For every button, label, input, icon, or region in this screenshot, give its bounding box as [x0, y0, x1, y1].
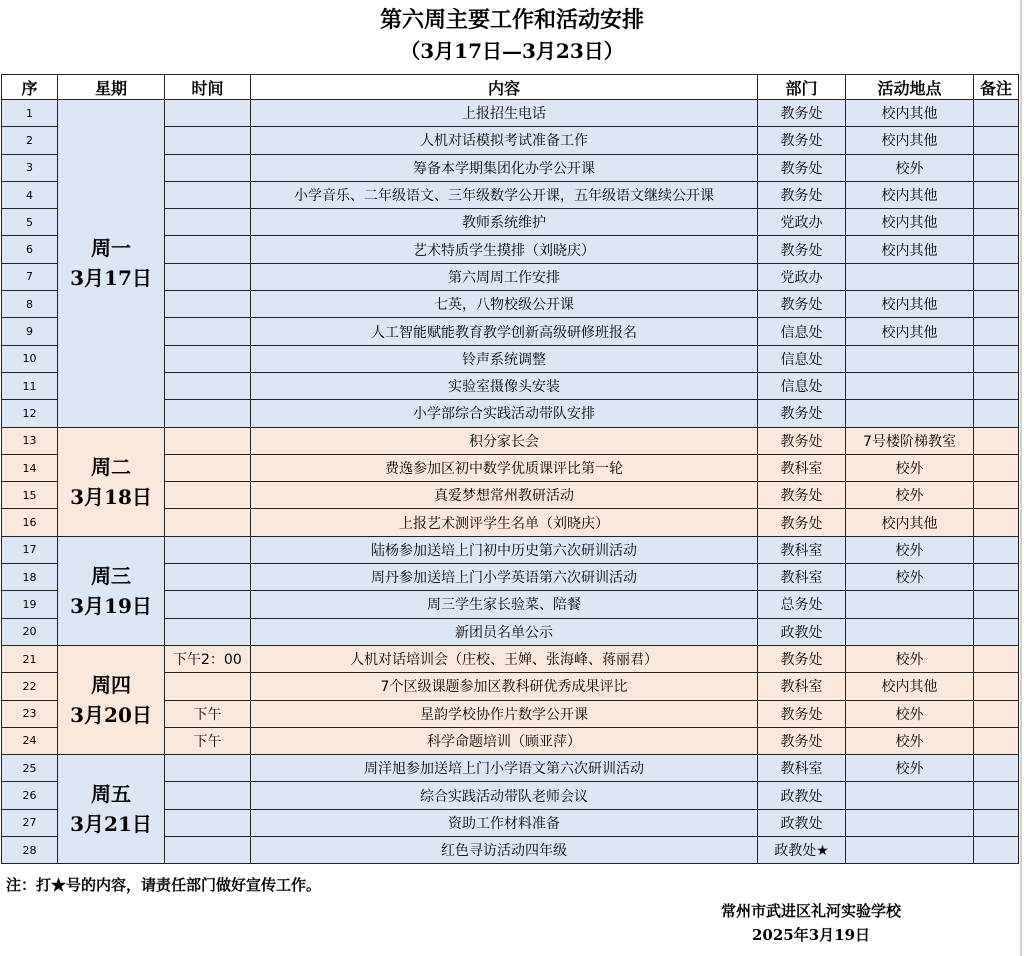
- row-content: 人机对话培训会（庄校、王婵、张海峰、蒋丽君）: [251, 645, 758, 672]
- row-location: 校外: [846, 154, 974, 181]
- row-remark: [974, 454, 1019, 481]
- row-dept: 教务处: [758, 482, 846, 509]
- table-row: [2, 100, 1019, 127]
- row-time: [165, 345, 251, 372]
- row-dept: 教科室: [758, 564, 846, 591]
- page-subtitle: （3月17日—3月23日）: [400, 39, 624, 63]
- row-time: [165, 564, 251, 591]
- row-time: [165, 427, 251, 454]
- row-dept: 教务处: [758, 700, 846, 727]
- row-content: 人工智能赋能教育教学创新高级研修班报名: [251, 318, 758, 345]
- row-content: 新团员名单公示: [251, 618, 758, 645]
- row-content: 上报招生电话: [251, 100, 758, 127]
- table-header-row: [2, 75, 1019, 100]
- row-remark: [974, 236, 1019, 263]
- weekday-label: 周三: [91, 563, 131, 588]
- weekday-label: 周五: [91, 782, 131, 807]
- row-seq: 20: [2, 618, 58, 645]
- row-location: [846, 400, 974, 427]
- table-row: [2, 755, 1019, 782]
- row-remark: [974, 809, 1019, 836]
- row-seq: 11: [2, 372, 58, 399]
- row-seq: 8: [2, 291, 58, 318]
- row-location: 校外: [846, 454, 974, 481]
- header-seq: 序: [2, 75, 58, 100]
- row-remark: [974, 127, 1019, 154]
- row-content: 铃声系统调整: [251, 345, 758, 372]
- row-seq: 24: [2, 727, 58, 754]
- row-dept: 信息处: [758, 372, 846, 399]
- row-time: [165, 618, 251, 645]
- row-time: [165, 400, 251, 427]
- row-dept: 党政办: [758, 209, 846, 236]
- row-location: 校内其他: [846, 100, 974, 127]
- row-time: [165, 837, 251, 864]
- row-seq: 16: [2, 509, 58, 536]
- row-time: [165, 100, 251, 127]
- row-location: [846, 263, 974, 290]
- row-dept: 党政办: [758, 263, 846, 290]
- row-location: 校外: [846, 645, 974, 672]
- row-dept: 教科室: [758, 536, 846, 563]
- row-content: 教师系统维护: [251, 209, 758, 236]
- row-content: 上报艺术测评学生名单（刘晓庆）: [251, 509, 758, 536]
- row-location: [846, 618, 974, 645]
- header-dept: 部门: [758, 75, 846, 100]
- row-dept: 信息处: [758, 345, 846, 372]
- footnote: 注：打★号的内容，请责任部门做好宣传工作。: [6, 876, 322, 894]
- row-dept: 政教处★: [758, 837, 846, 864]
- row-time: [165, 809, 251, 836]
- row-remark: [974, 618, 1019, 645]
- row-remark: [974, 727, 1019, 754]
- row-seq: 19: [2, 591, 58, 618]
- row-dept: 教务处: [758, 127, 846, 154]
- header-time: 时间: [165, 75, 251, 100]
- row-seq: 6: [2, 236, 58, 263]
- row-dept: 教务处: [758, 100, 846, 127]
- row-dept: 教务处: [758, 427, 846, 454]
- weekday-cell: [58, 100, 165, 428]
- row-time: [165, 154, 251, 181]
- weekday-label: 周二: [91, 454, 131, 479]
- row-dept: 教务处: [758, 181, 846, 208]
- row-content: 小学部综合实践活动带队安排: [251, 400, 758, 427]
- row-content: 红色寻访活动四年级: [251, 837, 758, 864]
- page-edge: [1020, 0, 1022, 956]
- row-time: [165, 673, 251, 700]
- weekday-cell: [58, 536, 165, 645]
- row-location: 校外: [846, 564, 974, 591]
- row-location: 校外: [846, 727, 974, 754]
- row-seq: 18: [2, 564, 58, 591]
- table-row: [2, 536, 1019, 563]
- row-content: 第六周周工作安排: [251, 263, 758, 290]
- row-seq: 9: [2, 318, 58, 345]
- row-seq: 21: [2, 645, 58, 672]
- row-location: 校外: [846, 482, 974, 509]
- date-label: 3月20日: [70, 703, 152, 728]
- row-time: [165, 209, 251, 236]
- school-name: 常州市武进区礼河实验学校: [720, 902, 901, 920]
- row-time: [165, 782, 251, 809]
- row-location: 校内其他: [846, 127, 974, 154]
- row-time: [165, 482, 251, 509]
- row-location: 校外: [846, 700, 974, 727]
- row-time: [165, 536, 251, 563]
- row-remark: [974, 700, 1019, 727]
- row-content: 实验室摄像头安装: [251, 372, 758, 399]
- row-remark: [974, 509, 1019, 536]
- row-dept: 教科室: [758, 454, 846, 481]
- row-time: 下午2：00: [165, 645, 251, 672]
- row-remark: [974, 181, 1019, 208]
- schedule-body: [2, 100, 1019, 864]
- row-remark: [974, 645, 1019, 672]
- row-location: 校内其他: [846, 291, 974, 318]
- row-remark: [974, 154, 1019, 181]
- row-content: 人机对话模拟考试准备工作: [251, 127, 758, 154]
- row-content: 小学音乐、二年级语文、三年级数学公开课，五年级语文继续公开课: [251, 181, 758, 208]
- row-time: [165, 591, 251, 618]
- row-time: [165, 181, 251, 208]
- row-remark: [974, 263, 1019, 290]
- row-location: 校内其他: [846, 236, 974, 263]
- row-seq: 17: [2, 536, 58, 563]
- row-dept: 政教处: [758, 809, 846, 836]
- weekday-cell: [58, 645, 165, 754]
- row-remark: [974, 755, 1019, 782]
- row-seq: 25: [2, 755, 58, 782]
- row-location: 7号楼阶梯教室: [846, 427, 974, 454]
- row-time: [165, 318, 251, 345]
- row-seq: 26: [2, 782, 58, 809]
- row-time: [165, 372, 251, 399]
- row-dept: 教科室: [758, 673, 846, 700]
- table-row: [2, 645, 1019, 672]
- date-label: 3月18日: [70, 484, 152, 509]
- date-label: 3月17日: [70, 266, 152, 291]
- row-content: 综合实践活动带队老师会议: [251, 782, 758, 809]
- row-seq: 12: [2, 400, 58, 427]
- header-content: 内容: [251, 75, 758, 100]
- date-label: 3月19日: [70, 593, 152, 618]
- row-remark: [974, 482, 1019, 509]
- row-dept: 教务处: [758, 154, 846, 181]
- row-location: 校外: [846, 755, 974, 782]
- row-content: 费逸参加区初中数学优质课评比第一轮: [251, 454, 758, 481]
- row-time: 下午: [165, 727, 251, 754]
- row-remark: [974, 782, 1019, 809]
- row-seq: 22: [2, 673, 58, 700]
- date-label: 3月21日: [70, 812, 152, 837]
- row-dept: 教务处: [758, 509, 846, 536]
- row-seq: 3: [2, 154, 58, 181]
- row-content: 真爱梦想常州教研活动: [251, 482, 758, 509]
- row-dept: 总务处: [758, 591, 846, 618]
- row-location: 校外: [846, 536, 974, 563]
- row-remark: [974, 318, 1019, 345]
- row-seq: 5: [2, 209, 58, 236]
- row-remark: [974, 673, 1019, 700]
- row-dept: 教务处: [758, 236, 846, 263]
- row-content: 七英，八物校级公开课: [251, 291, 758, 318]
- row-location: 校内其他: [846, 318, 974, 345]
- row-time: [165, 454, 251, 481]
- row-remark: [974, 591, 1019, 618]
- row-content: 筹备本学期集团化办学公开课: [251, 154, 758, 181]
- row-seq: 23: [2, 700, 58, 727]
- row-content: 7个区级课题参加区教科研优秀成果评比: [251, 673, 758, 700]
- row-seq: 2: [2, 127, 58, 154]
- row-time: [165, 291, 251, 318]
- row-seq: 7: [2, 263, 58, 290]
- row-time: [165, 263, 251, 290]
- row-location: [846, 809, 974, 836]
- row-location: [846, 837, 974, 864]
- weekday-cell: [58, 755, 165, 864]
- row-dept: 政教处: [758, 782, 846, 809]
- row-dept: 政教处: [758, 618, 846, 645]
- schedule-table: [1, 74, 1019, 864]
- row-remark: [974, 536, 1019, 563]
- row-location: 校内其他: [846, 209, 974, 236]
- weekday-label: 周一: [91, 236, 131, 261]
- header-remark: 备注: [974, 75, 1019, 100]
- row-content: 科学命题培训（顾亚萍）: [251, 727, 758, 754]
- row-location: [846, 591, 974, 618]
- row-remark: [974, 837, 1019, 864]
- row-seq: 27: [2, 809, 58, 836]
- weekday-cell: [58, 427, 165, 536]
- row-location: 校内其他: [846, 509, 974, 536]
- row-location: 校内其他: [846, 673, 974, 700]
- row-content: 周洋旭参加送培上门小学语文第六次研训活动: [251, 755, 758, 782]
- row-remark: [974, 100, 1019, 127]
- row-seq: 1: [2, 100, 58, 127]
- row-time: [165, 236, 251, 263]
- row-content: 艺术特质学生摸排（刘晓庆）: [251, 236, 758, 263]
- row-location: 校内其他: [846, 181, 974, 208]
- row-seq: 28: [2, 837, 58, 864]
- row-seq: 14: [2, 454, 58, 481]
- row-seq: 4: [2, 181, 58, 208]
- row-time: [165, 509, 251, 536]
- row-content: 星韵学校协作片数学公开课: [251, 700, 758, 727]
- row-dept: 信息处: [758, 318, 846, 345]
- row-content: 资助工作材料准备: [251, 809, 758, 836]
- table-row: [2, 427, 1019, 454]
- row-location: [846, 345, 974, 372]
- row-dept: 教务处: [758, 727, 846, 754]
- row-content: 周三学生家长验菜、陪餐: [251, 591, 758, 618]
- header-location: 活动地点: [846, 75, 974, 100]
- row-remark: [974, 291, 1019, 318]
- row-content: 周丹参加送培上门小学英语第六次研训活动: [251, 564, 758, 591]
- row-seq: 15: [2, 482, 58, 509]
- header-weekday: 星期: [58, 75, 165, 100]
- row-dept: 教务处: [758, 645, 846, 672]
- row-dept: 教务处: [758, 400, 846, 427]
- row-time: 下午: [165, 700, 251, 727]
- row-remark: [974, 564, 1019, 591]
- row-location: [846, 782, 974, 809]
- row-dept: 教科室: [758, 755, 846, 782]
- row-seq: 13: [2, 427, 58, 454]
- row-remark: [974, 400, 1019, 427]
- row-dept: 教务处: [758, 291, 846, 318]
- row-remark: [974, 345, 1019, 372]
- row-remark: [974, 372, 1019, 399]
- row-remark: [974, 427, 1019, 454]
- signature-date: 2025年3月19日: [751, 926, 871, 944]
- page-title: 第六周主要工作和活动安排: [379, 7, 644, 33]
- row-content: 陆杨参加送培上门初中历史第六次研训活动: [251, 536, 758, 563]
- row-remark: [974, 209, 1019, 236]
- row-time: [165, 755, 251, 782]
- row-location: [846, 372, 974, 399]
- row-content: 积分家长会: [251, 427, 758, 454]
- row-seq: 10: [2, 345, 58, 372]
- row-time: [165, 127, 251, 154]
- weekday-label: 周四: [91, 673, 131, 698]
